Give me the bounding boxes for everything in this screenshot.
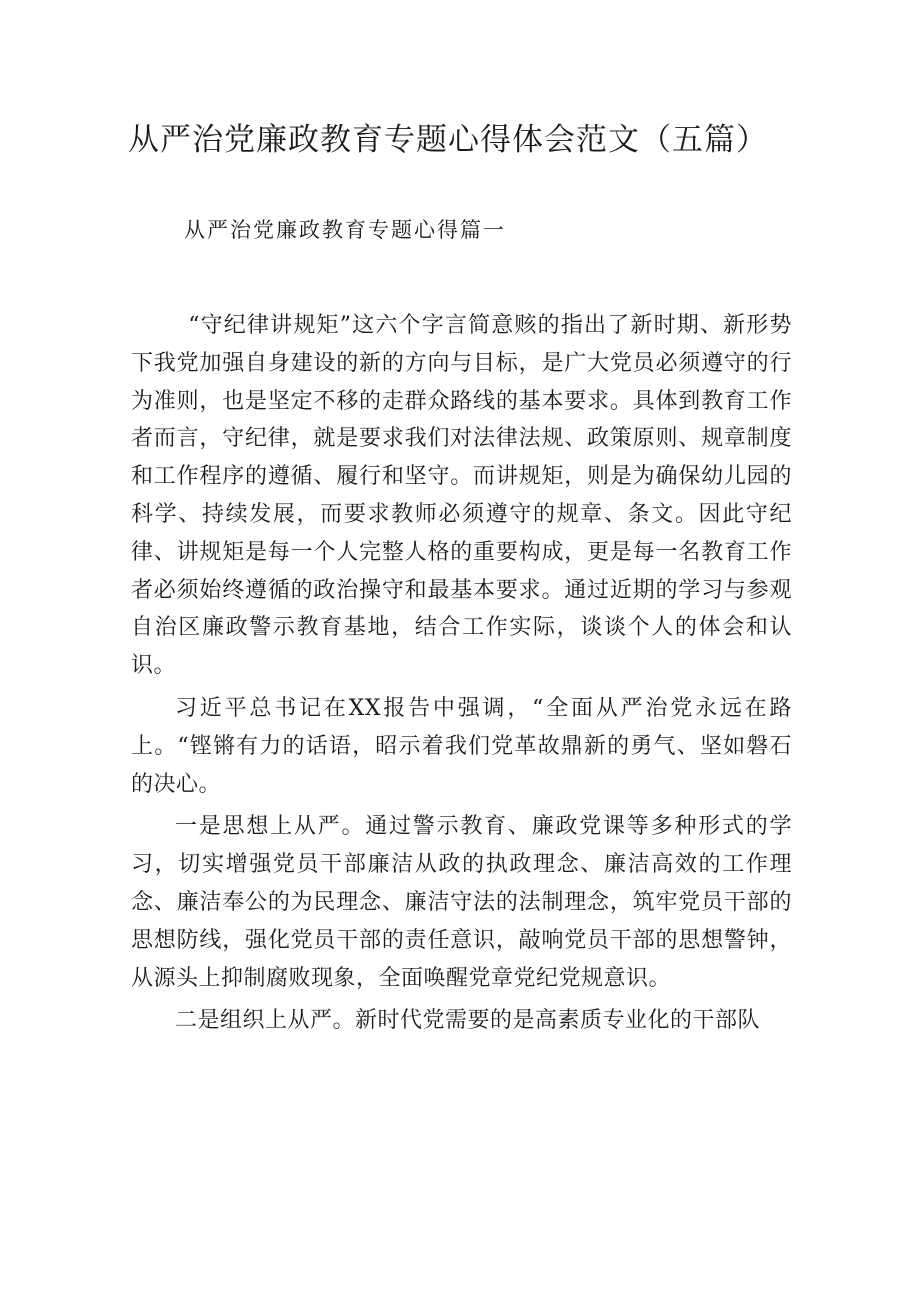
paragraph: 一是思想上从严。通过警示教育、廉政党课等多种形式的学习，切实增强党员干部廉洁从政的执政理念、廉洁高效的工作理念、廉洁奉公的为民理念、廉洁守法的法制理念，筑牢党员干部的思想防线，强化党员干部的责任意识，敲响党员干部的思想警钟，从源头上抑制腐败现象，全面唤醒党章党纪党规意识。 — [131, 814, 792, 991]
section-heading: 从严治党廉政教育专题心得篇一 — [184, 218, 506, 242]
document-body — [131, 307, 792, 1045]
paragraph: 习近平总书记在XX报告中强调，“全面从严治党永远在路上。“铿锵有力的话语，昭示着我们党革故鼎新的勇气、坚如磐石的决心。 — [131, 695, 792, 797]
paragraph: “守纪律讲规矩”这六个字言简意赅的指出了新时期、新形势下我党加强自身建设的新的方向与目标，是广大党员必须遵守的行为准则，也是坚定不移的走群众路线的基本要求。具体到教育工作者而言，守纪律，就是要求我们对法律法规、政策原则、规章制度和工作程序的遵循、履行和坚守。而讲规矩，则是为确保幼儿园的科学、持续发展，而要求教师必须遵守的规章、条文。因此守纪律、讲规矩是每一个人完整人格的重要构成，更是每一名教育工作者必须始终遵循的政治操守和最基本要求。通过近期的学习与参观自治区廉政警示教育基地，结合工作实际，谈谈个人的体会和认识。 — [131, 313, 792, 679]
paragraph: 二是组织上从严。新时代党需要的是高素质专业化的干部队 — [175, 1008, 761, 1034]
document-title: 从严治党廉政教育专题心得体会范文（五篇） — [128, 122, 768, 158]
